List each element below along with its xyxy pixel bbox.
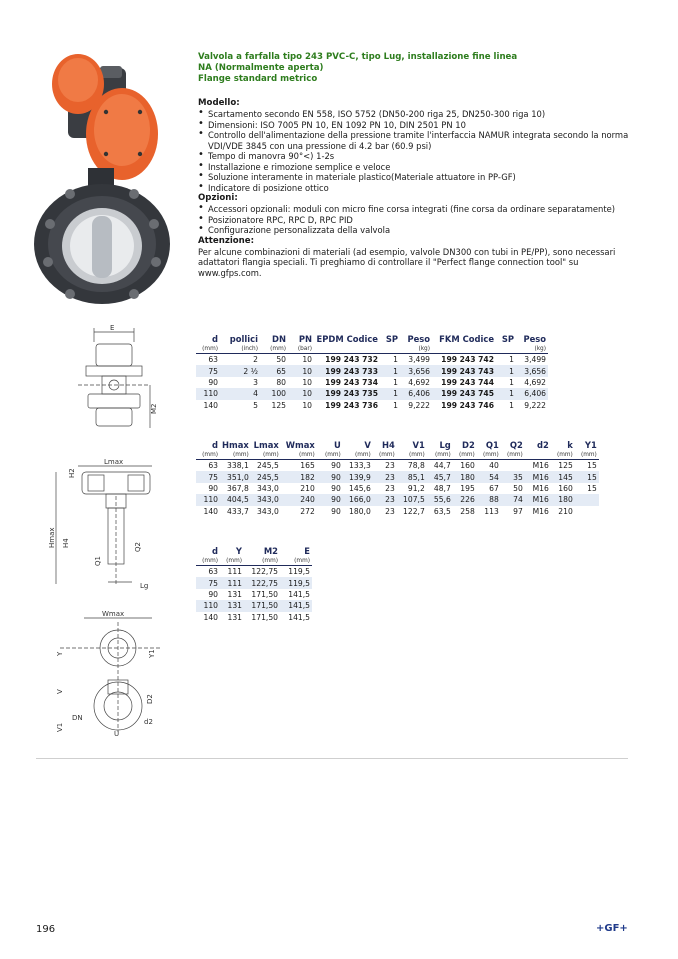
unit-cell: (mm) bbox=[196, 556, 220, 566]
table-cell: 67 bbox=[489, 483, 499, 493]
col-header: V1 bbox=[412, 439, 425, 450]
table-cell: 90 bbox=[317, 471, 343, 482]
unit-cell: (mm) bbox=[196, 450, 220, 460]
table-cell: 210 bbox=[558, 506, 573, 516]
table-cell bbox=[575, 494, 599, 505]
table-cell: 165 bbox=[300, 461, 315, 471]
table-cell: 171,50 bbox=[251, 589, 278, 599]
table-units-row bbox=[196, 450, 599, 460]
table-cell: 131 bbox=[227, 589, 242, 599]
table-cell: 404,5 bbox=[220, 494, 251, 505]
table-cell: 1 bbox=[393, 377, 398, 387]
order-table bbox=[196, 333, 548, 411]
unit-cell: (mm) bbox=[281, 450, 317, 460]
table-cell: 210 bbox=[300, 483, 315, 493]
table-cell: 119,5 bbox=[280, 577, 312, 588]
attention-text: Per alcune combinazioni di materiali (ad esempio, valvole DN300 con tubi in PE/PP), sono necessari adattatori flangia speciali. Ti preghiamo di controllare il "Perfect flange connection tool" su www.gfps.com. bbox=[198, 246, 616, 278]
table-cell: 90 bbox=[208, 483, 218, 493]
table-cell: 119,5 bbox=[288, 567, 310, 577]
table-cell: 55,6 bbox=[427, 494, 453, 505]
table-cell: M16 bbox=[532, 483, 549, 493]
unit-cell: (mm) bbox=[220, 556, 244, 566]
table-cell: 4,692 bbox=[408, 377, 430, 387]
table-cell: 1 bbox=[496, 388, 516, 399]
attention-title: Attenzione: bbox=[198, 235, 255, 246]
table-cell: 35 bbox=[501, 471, 525, 482]
unit-cell: (mm) bbox=[317, 450, 343, 460]
table-cell: 199 243 733 bbox=[314, 365, 380, 376]
table-cell: 10 bbox=[302, 377, 312, 387]
dim-label-dn: DN bbox=[72, 714, 83, 722]
table-cell: 9,222 bbox=[408, 400, 430, 410]
table-cell: 90 bbox=[331, 506, 341, 516]
col-header: k bbox=[567, 439, 573, 450]
table-cell: 343,0 bbox=[257, 506, 279, 516]
table-cell: 1 bbox=[380, 365, 400, 376]
table-cell: 10 bbox=[288, 388, 314, 399]
table-row bbox=[196, 600, 312, 611]
table-row bbox=[196, 354, 548, 366]
table-cell: 15 bbox=[587, 483, 597, 493]
table-cell: 226 bbox=[453, 494, 477, 505]
table-cell: 90 bbox=[317, 494, 343, 505]
table-cell: 160 bbox=[460, 461, 475, 471]
list-item: • Indicatore di posizione ottico bbox=[198, 183, 630, 194]
page-number: 196 bbox=[36, 924, 56, 935]
table-units-row bbox=[196, 344, 548, 354]
table-cell: 4 bbox=[220, 388, 260, 399]
table-cell: 1 bbox=[393, 355, 398, 365]
unit-cell: (inch) bbox=[220, 344, 260, 354]
table-row bbox=[196, 388, 548, 399]
list-item: • Tempo di manovra 90°<) 1-2s bbox=[198, 151, 630, 162]
table-cell: 122,75 bbox=[251, 567, 278, 577]
table-cell: 5 bbox=[253, 400, 258, 410]
list-item: • Configurazione personalizzata della valvola bbox=[198, 225, 630, 236]
table-cell: 110 bbox=[196, 600, 220, 611]
table-cell: 240 bbox=[281, 494, 317, 505]
table-cell: 180,0 bbox=[349, 506, 371, 516]
page-subtitle-na: NA (Normalmente aperta) bbox=[198, 63, 324, 73]
table-cell: 88 bbox=[477, 494, 501, 505]
table-cell: 40 bbox=[489, 461, 499, 471]
list-item: • Scartamento secondo EN 558, ISO 5752 (DN50-200 riga 25, DN250-300 riga 10) bbox=[198, 109, 630, 120]
table-cell: 140 bbox=[203, 506, 218, 516]
table-cell: 258 bbox=[460, 506, 475, 516]
dim-label-lmax: Lmax bbox=[104, 458, 124, 466]
col-header: Y1 bbox=[584, 439, 597, 450]
page-subtitle-flange: Flange standard metrico bbox=[198, 74, 318, 84]
technical-drawing-top bbox=[48, 608, 168, 738]
table-cell: 199 243 746 bbox=[441, 400, 494, 410]
dimensions-table-2 bbox=[196, 545, 312, 623]
unit-cell: (mm) bbox=[501, 450, 525, 460]
valve-product-image bbox=[30, 48, 180, 306]
table-cell: 107,5 bbox=[397, 494, 427, 505]
table-cell: 145,6 bbox=[349, 483, 371, 493]
table-cell: 160 bbox=[558, 483, 573, 493]
table-cell: 80 bbox=[276, 377, 286, 387]
col-header: Y bbox=[235, 545, 242, 556]
table-cell: 351,0 bbox=[220, 471, 251, 482]
description-block bbox=[198, 98, 630, 278]
table-cell: M16 bbox=[525, 494, 551, 505]
col-header: D2 bbox=[462, 439, 475, 450]
unit-cell: (mm) bbox=[397, 450, 427, 460]
options-list bbox=[198, 204, 630, 236]
unit-cell: (mm) bbox=[551, 450, 575, 460]
dim-label-h4: H4 bbox=[62, 538, 70, 548]
table-cell: 343,0 bbox=[257, 483, 279, 493]
technical-drawing-side bbox=[48, 456, 168, 596]
list-item: • Soluzione interamente in materiale plastico(Materiale attuatore in PP-GF) bbox=[198, 172, 630, 183]
col-header: d bbox=[212, 545, 218, 556]
unit-cell: (mm) bbox=[373, 450, 397, 460]
table-cell: 23 bbox=[385, 461, 395, 471]
col-header: Peso bbox=[407, 333, 430, 344]
unit-cell: (kg) bbox=[516, 344, 548, 354]
dim-label-lg: Lg bbox=[140, 582, 149, 590]
col-header: U bbox=[333, 439, 341, 450]
dim-label-q2: Q2 bbox=[134, 542, 142, 552]
table-cell: 131 bbox=[227, 612, 242, 622]
table-cell: 195 bbox=[460, 483, 475, 493]
table-cell: 110 bbox=[196, 494, 220, 505]
table-cell: 100 bbox=[260, 388, 288, 399]
dim-label-d2-small: d2 bbox=[144, 718, 153, 726]
table-cell: 140 bbox=[203, 400, 218, 410]
table-cell: 122,75 bbox=[244, 577, 280, 588]
table-units-row bbox=[196, 556, 312, 566]
table-cell: 245,5 bbox=[257, 461, 279, 471]
col-header: FKM Codice bbox=[439, 333, 494, 344]
table-cell: 90 bbox=[331, 461, 341, 471]
table-cell: 15 bbox=[587, 461, 597, 471]
col-header: Hmax bbox=[222, 439, 249, 450]
list-item: • Posizionatore RPC, RPC D, RPC PID bbox=[198, 215, 630, 226]
table-cell: 3,499 bbox=[524, 355, 546, 365]
model-title: Modello: bbox=[198, 98, 240, 108]
table-cell: 343,0 bbox=[251, 494, 281, 505]
dimensions-table bbox=[196, 439, 599, 517]
page-title: Valvola a farfalla tipo 243 PVC-C, tipo Lug, installazione fine linea bbox=[198, 52, 518, 62]
table-cell: 63 bbox=[208, 567, 218, 577]
col-header: H4 bbox=[381, 439, 395, 450]
col-header: E bbox=[304, 545, 310, 556]
table-cell: 65 bbox=[260, 365, 288, 376]
table-cell: 433,7 bbox=[227, 506, 249, 516]
table-cell: 1 bbox=[380, 388, 400, 399]
table-header-row bbox=[196, 545, 312, 556]
table-cell: 23 bbox=[373, 494, 397, 505]
options-title: Opzioni: bbox=[198, 193, 238, 203]
list-item: • Dimensioni: ISO 7005 PN 10, EN 1092 PN 10, DIN 2501 PN 10 bbox=[198, 120, 630, 131]
unit-cell bbox=[496, 344, 516, 354]
unit-cell bbox=[432, 344, 496, 354]
col-header: EPDM Codice bbox=[316, 333, 378, 344]
table-row bbox=[196, 566, 312, 578]
unit-cell: (mm) bbox=[280, 556, 312, 566]
table-cell: 75 bbox=[196, 365, 220, 376]
table-row bbox=[196, 577, 312, 588]
table-cell: 10 bbox=[302, 400, 312, 410]
table-cell: 113 bbox=[484, 506, 499, 516]
table-cell: 63,5 bbox=[433, 506, 451, 516]
list-item: • Installazione e rimozione semplice e veloce bbox=[198, 162, 630, 173]
table-cell: 199 243 743 bbox=[432, 365, 496, 376]
table-cell: 140 bbox=[203, 612, 218, 622]
dim-label-h2: H2 bbox=[68, 468, 76, 478]
table-cell: 90 bbox=[331, 483, 341, 493]
table-cell: 90 bbox=[208, 589, 218, 599]
table-cell: M16 bbox=[532, 461, 549, 471]
table-cell: 199 243 732 bbox=[325, 355, 378, 365]
table-cell: 97 bbox=[513, 506, 523, 516]
col-header: DN bbox=[272, 333, 286, 344]
table-cell: 1 bbox=[509, 400, 514, 410]
col-header: d bbox=[212, 333, 218, 344]
table-cell: 199 243 744 bbox=[441, 377, 494, 387]
table-cell: 50 bbox=[513, 483, 523, 493]
unit-cell: (bar) bbox=[288, 344, 314, 354]
table-cell: 1 bbox=[509, 377, 514, 387]
col-header: Wmax bbox=[285, 439, 315, 450]
table-cell: 1 bbox=[509, 355, 514, 365]
table-cell: 199 243 745 bbox=[432, 388, 496, 399]
table-cell: 3,499 bbox=[408, 355, 430, 365]
table-cell: 110 bbox=[196, 388, 220, 399]
table-cell: 9,222 bbox=[524, 400, 546, 410]
table-cell: 131 bbox=[220, 600, 244, 611]
unit-cell: (mm) bbox=[244, 556, 280, 566]
unit-cell bbox=[525, 450, 551, 460]
table-row bbox=[196, 365, 548, 376]
unit-cell: (kg) bbox=[400, 344, 432, 354]
dim-label-wmax: Wmax bbox=[102, 610, 125, 618]
table-cell: 125 bbox=[558, 461, 573, 471]
list-item: • Accessori opzionali: moduli con micro fine corsa integrati (fine corsa da ordinare separatamente) bbox=[198, 204, 630, 215]
col-header: SP bbox=[501, 333, 514, 344]
table-cell: M16 bbox=[525, 471, 551, 482]
col-header: SP bbox=[385, 333, 398, 344]
unit-cell: (mm) bbox=[196, 344, 220, 354]
table-cell: 180 bbox=[551, 494, 575, 505]
col-header: Q2 bbox=[509, 439, 523, 450]
divider bbox=[36, 758, 628, 759]
col-header: V bbox=[364, 439, 371, 450]
table-cell: 171,50 bbox=[244, 600, 280, 611]
table-cell: 180 bbox=[453, 471, 477, 482]
dim-label-u: U bbox=[114, 730, 120, 738]
col-header: Q1 bbox=[485, 439, 499, 450]
table-cell: 63 bbox=[208, 355, 218, 365]
table-cell: 111 bbox=[220, 577, 244, 588]
table-cell: 10 bbox=[302, 355, 312, 365]
table-row bbox=[196, 589, 312, 600]
table-cell: 15 bbox=[575, 471, 599, 482]
table-cell: 6,406 bbox=[516, 388, 548, 399]
table-cell: 3 bbox=[253, 377, 258, 387]
unit-cell: (mm) bbox=[427, 450, 453, 460]
table-cell: 50 bbox=[276, 355, 286, 365]
col-header: Lmax bbox=[253, 439, 279, 450]
table-cell: 6,406 bbox=[400, 388, 432, 399]
table-cell: 199 243 734 bbox=[325, 377, 378, 387]
table-row bbox=[196, 460, 599, 472]
table-cell: 4,692 bbox=[524, 377, 546, 387]
table-cell: 74 bbox=[501, 494, 525, 505]
table-row bbox=[196, 612, 312, 623]
table-cell: 141,5 bbox=[288, 589, 310, 599]
table-cell: 199 243 736 bbox=[325, 400, 378, 410]
table-cell: 199 243 735 bbox=[314, 388, 380, 399]
dim-label-y: Y bbox=[56, 651, 64, 656]
table-cell: M16 bbox=[532, 506, 549, 516]
col-header: d2 bbox=[536, 439, 549, 450]
table-cell: 111 bbox=[227, 567, 242, 577]
table-cell: 2 ½ bbox=[220, 365, 260, 376]
table-cell: 48,7 bbox=[433, 483, 451, 493]
table-cell: 1 bbox=[496, 365, 516, 376]
table-cell: 78,8 bbox=[407, 461, 425, 471]
table-cell: 23 bbox=[373, 471, 397, 482]
table-cell: 23 bbox=[385, 483, 395, 493]
table-row bbox=[196, 483, 599, 494]
dim-label-m2: M2 bbox=[150, 403, 158, 414]
table-cell: 141,5 bbox=[280, 600, 312, 611]
table-cell: 145 bbox=[551, 471, 575, 482]
col-header: Peso bbox=[523, 333, 546, 344]
table-cell: 122,7 bbox=[403, 506, 425, 516]
unit-cell: (mm) bbox=[260, 344, 288, 354]
unit-cell: (mm) bbox=[453, 450, 477, 460]
col-header: M2 bbox=[263, 545, 278, 556]
table-cell: 75 bbox=[196, 471, 220, 482]
table-cell: 166,0 bbox=[343, 494, 373, 505]
unit-cell bbox=[380, 344, 400, 354]
table-cell: 272 bbox=[300, 506, 315, 516]
list-item: • Controllo dell'alimentazione della pressione tramite l'interfaccia NAMUR integrata secondo la norma VDI/VDE 3845 con una pressione di 4.2 bar (60.9 psi) bbox=[198, 130, 630, 151]
table-cell: 2 bbox=[253, 355, 258, 365]
model-list bbox=[198, 109, 630, 193]
heading-block bbox=[198, 52, 638, 85]
unit-cell: (mm) bbox=[251, 450, 281, 460]
table-cell: 63 bbox=[208, 461, 218, 471]
table-cell: 182 bbox=[281, 471, 317, 482]
table-cell: 367,8 bbox=[227, 483, 249, 493]
table-cell: 3,656 bbox=[400, 365, 432, 376]
unit-cell: (mm) bbox=[477, 450, 501, 460]
col-header: PN bbox=[298, 333, 312, 344]
table-cell: 23 bbox=[385, 506, 395, 516]
table-row bbox=[196, 377, 548, 388]
table-cell: 133,3 bbox=[349, 461, 371, 471]
table-cell: 10 bbox=[288, 365, 314, 376]
technical-drawing-front bbox=[58, 322, 168, 434]
col-header: pollici bbox=[229, 333, 258, 344]
table-cell: 1 bbox=[393, 400, 398, 410]
table-cell bbox=[575, 506, 599, 517]
table-row bbox=[196, 400, 548, 411]
table-header-row bbox=[196, 333, 548, 344]
unit-cell: (mm) bbox=[220, 450, 251, 460]
table-row bbox=[196, 471, 599, 482]
unit-cell: (mm) bbox=[575, 450, 599, 460]
table-cell: 199 243 742 bbox=[441, 355, 494, 365]
unit-cell: (mm) bbox=[343, 450, 373, 460]
dim-label-y1: Y1 bbox=[148, 649, 156, 658]
table-cell: 45,7 bbox=[427, 471, 453, 482]
col-header: d bbox=[212, 439, 218, 450]
table-cell: 44,7 bbox=[433, 461, 451, 471]
unit-cell bbox=[314, 344, 380, 354]
table-cell: 75 bbox=[196, 577, 220, 588]
table-cell bbox=[501, 460, 525, 472]
table-cell: 125 bbox=[271, 400, 286, 410]
table-row bbox=[196, 494, 599, 505]
table-row bbox=[196, 506, 599, 517]
table-cell: 91,2 bbox=[407, 483, 425, 493]
table-cell: 85,1 bbox=[397, 471, 427, 482]
table-cell: 3,656 bbox=[516, 365, 548, 376]
dim-label-v: V bbox=[56, 689, 64, 694]
table-header-row bbox=[196, 439, 599, 450]
dim-label-hmax: Hmax bbox=[48, 527, 56, 548]
table-cell: 139,9 bbox=[343, 471, 373, 482]
table-cell: 171,50 bbox=[251, 612, 278, 622]
table-cell: 141,5 bbox=[288, 612, 310, 622]
gf-logo: +GF+ bbox=[596, 923, 628, 934]
dim-label-e: E bbox=[110, 324, 115, 332]
dim-label-d2: D2 bbox=[146, 694, 154, 704]
table-cell: 54 bbox=[477, 471, 501, 482]
table-cell: 90 bbox=[208, 377, 218, 387]
dim-label-q1: Q1 bbox=[94, 556, 102, 566]
col-header: Lg bbox=[439, 439, 451, 450]
dim-label-v1: V1 bbox=[56, 722, 64, 732]
table-cell: 245,5 bbox=[251, 471, 281, 482]
table-cell: 338,1 bbox=[227, 461, 249, 471]
